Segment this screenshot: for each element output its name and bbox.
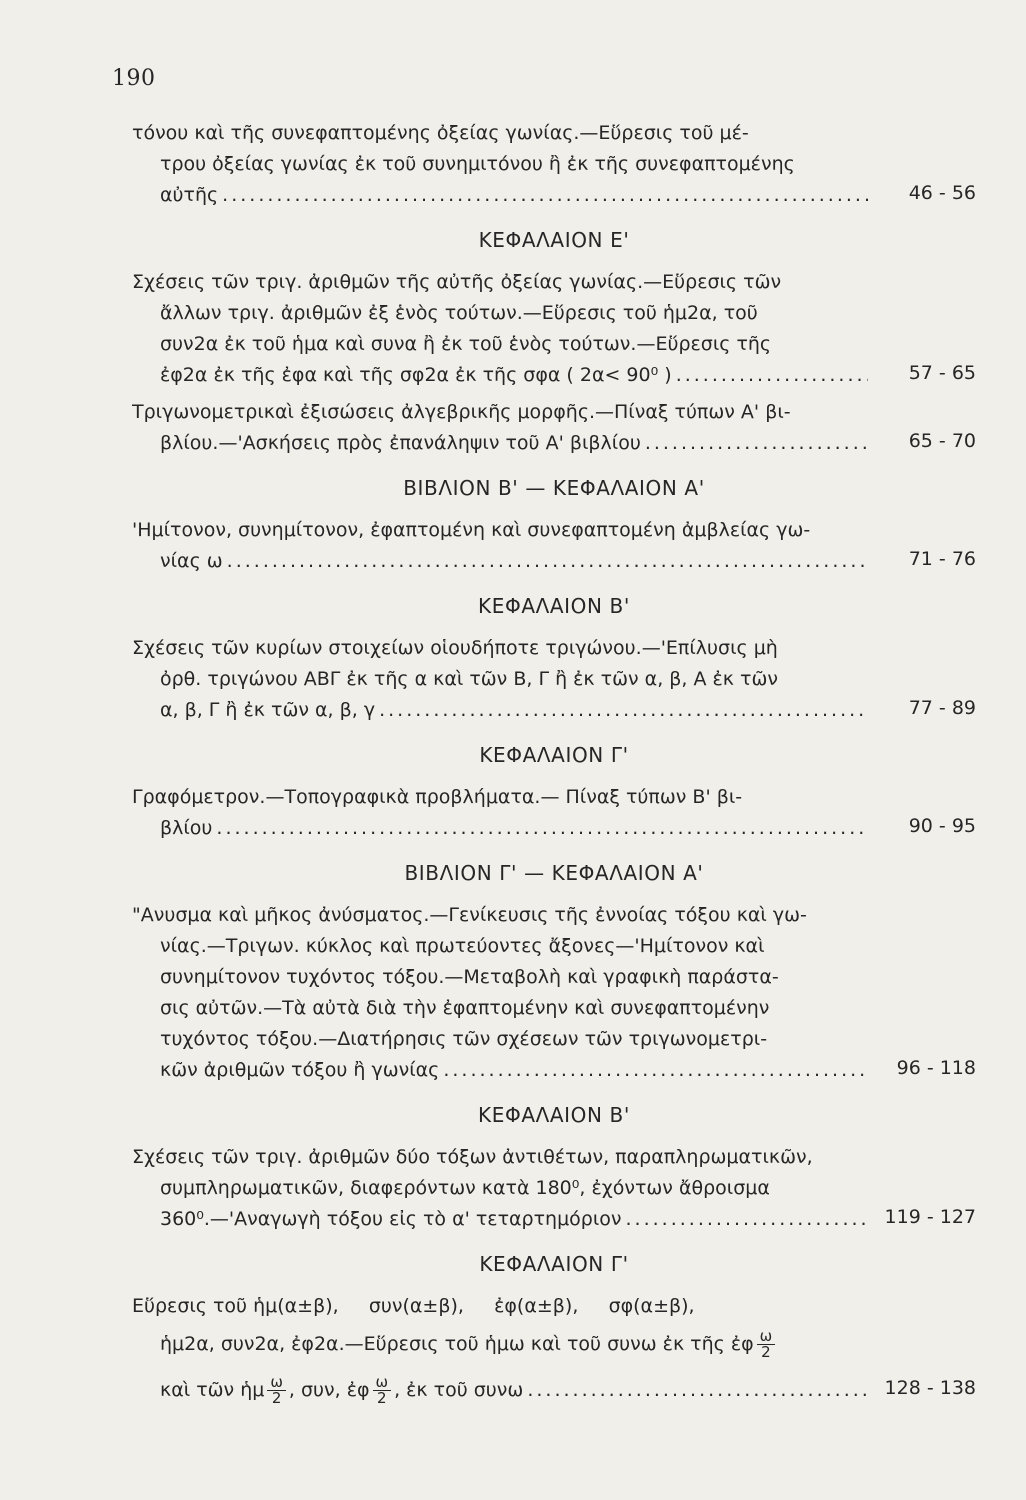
page-range: 128 - 138: [884, 1377, 976, 1399]
chapter-heading: ΚΕΦΑΛΑΙΟΝ Ε': [478, 228, 630, 252]
entry-line: νίας.—Τριγων. κύκλος καὶ πρωτεύοντες ἄξονες—'Ημίτονον καὶ: [160, 935, 765, 957]
dot-leader: [676, 360, 868, 391]
chapter-heading: ΚΕΦΑΛΑΙΟΝ Γ': [479, 743, 629, 767]
entry-line: συνημίτονον τυχόντος τόξου.—Μεταβολὴ καὶ γραφικὴ παράστα-: [160, 966, 779, 988]
entry-line-text: βλίου.—'Ασκήσεις πρὸς ἐπανάληψιν τοῦ Α' βιβλίου: [160, 432, 641, 454]
chapter-heading: ΒΙΒΛΙΟΝ Β' — ΚΕΦΑΛΑΙΟΝ Α': [403, 476, 705, 500]
dot-leader: [227, 546, 868, 577]
fraction-numerator: ω: [373, 1375, 392, 1391]
entry-line: 'Ημίτονον, συνημίτονον, ἐφαπτομένη καὶ συνεφαπτομένη ἀμβλείας γω-: [132, 519, 811, 541]
formula-part: , συν, ἐφ: [288, 1379, 370, 1401]
dot-leader: [443, 1055, 868, 1086]
entry-line: Σχέσεις τῶν τριγ. ἀριθμῶν δύο τόξων ἀντιθέτων, παραπληρωματικῶν,: [132, 1146, 813, 1168]
dot-leader: [216, 813, 868, 844]
entry-line: Γραφόμετρον.—Τοπογραφικὰ προβλήματα.— Πίναξ τύπων Β' βι-: [132, 786, 743, 808]
entry-line: [132, 1055, 868, 1086]
entry-line: [132, 1366, 868, 1414]
fraction-denominator: 2: [761, 1343, 771, 1361]
page-number: 190: [112, 66, 156, 91]
entry-line-text: νίας ω: [160, 550, 223, 572]
entry-line: Εὕρεσις τοῦ ἡμ(α±β), συν(α±β), ἐφ(α±β), σφ(α±β),: [132, 1295, 695, 1317]
entry-line-text: ἡμ2α, συν2α, ἐφ2α.—Εὕρεσις τοῦ ἡμω καὶ τοῦ συνω ἐκ τῆς ἐφ: [160, 1333, 754, 1355]
dot-leader: [626, 1204, 868, 1235]
entry-line: [132, 1322, 868, 1366]
fraction: [757, 1329, 776, 1360]
toc-entry: [132, 633, 976, 726]
page-range: 90 - 95: [908, 815, 976, 837]
dot-leader: [222, 180, 868, 211]
entry-line: [132, 813, 868, 844]
entry-line: [132, 180, 868, 211]
entry-line: τόνου καὶ τῆς συνεφαπτομένης ὀξείας γωνίας.—Εὕρεσις τοῦ μέ-: [132, 122, 749, 144]
toc-entry: [132, 782, 976, 844]
entry-line: τρου ὀξείας γωνίας ἐκ τοῦ συνημιτόνου ἢ ἐκ τῆς συνεφαπτομένης: [160, 153, 795, 175]
toc-entry: [132, 515, 976, 577]
entry-line: ὀρθ. τριγώνου ΑΒΓ ἐκ τῆς α καὶ τῶν Β, Γ ἢ ἐκ τῶν α, β, Α ἐκ τῶν: [160, 668, 778, 690]
page-range: 46 - 56: [908, 182, 976, 204]
entry-line: Τριγωνομετρικαὶ ἐξισώσεις ἀλγεβρικῆς μορφῆς.—Πίναξ τύπων Α' βι-: [132, 401, 791, 423]
fraction-denominator: 2: [377, 1389, 387, 1407]
formula-part: , ἐκ τοῦ συνω: [394, 1379, 524, 1401]
entry-line: συν2α ἐκ τοῦ ἡμα καὶ συνα ἢ ἐκ τοῦ ἑνὸς τούτων.—Εὕρεσις τῆς: [160, 333, 772, 355]
chapter-heading: ΚΕΦΑΛΑΙΟΝ Β': [478, 1103, 630, 1127]
toc-entry: [132, 267, 976, 391]
entry-line: Σχέσεις τῶν κυρίων στοιχείων οἱουδήποτε τριγώνου.—'Επίλυσις μὴ: [132, 637, 778, 659]
entry-line: συμπληρωματικῶν, διαφερόντων κατὰ 180⁰, ἐχόντων ἄθροισμα: [160, 1177, 770, 1199]
toc-entry: [132, 397, 976, 459]
entry-line: [132, 1204, 868, 1235]
page-range: 71 - 76: [908, 548, 976, 570]
entry-line: [132, 360, 868, 391]
formula-part: καὶ τῶν ἡμ: [160, 1379, 265, 1401]
table-of-contents: [132, 118, 976, 1420]
entry-line: [132, 428, 868, 459]
entry-line: [132, 695, 868, 726]
page-range: 65 - 70: [908, 430, 976, 452]
chapter-heading: ΚΕΦΑΛΑΙΟΝ Β': [478, 594, 630, 618]
entry-line: [132, 546, 868, 577]
entry-line: Σχέσεις τῶν τριγ. ἀριθμῶν τῆς αὐτῆς ὀξείας γωνίας.—Εὕρεσις τῶν: [132, 271, 782, 293]
page-range: 57 - 65: [908, 362, 976, 384]
entry-line-text: [160, 1366, 523, 1414]
entry-line-text: ἐφ2α ἐκ τῆς ἐφα καὶ τῆς σφ2α ἐκ τῆς σφα ( 2α< 90⁰ ): [160, 364, 672, 386]
entry-line: "Ανυσμα καὶ μῆκος ἀνύσματος.—Γενίκευσις τῆς ἐννοίας τόξου καὶ γω-: [132, 904, 807, 926]
chapter-heading: ΚΕΦΑΛΑΙΟΝ Γ': [479, 1252, 629, 1276]
fraction-numerator: ω: [267, 1375, 286, 1391]
entry-line-text: κῶν ἀριθμῶν τόξου ἢ γωνίας: [160, 1059, 440, 1081]
chapter-heading: ΒΙΒΛΙΟΝ Γ' — ΚΕΦΑΛΑΙΟΝ Α': [404, 861, 704, 885]
toc-entry: [132, 118, 976, 211]
fraction-numerator: ω: [757, 1329, 776, 1345]
dot-leader: [379, 695, 868, 726]
dot-leader: [645, 428, 868, 459]
entry-line-text: αὐτῆς: [160, 184, 219, 206]
page-range: 77 - 89: [908, 697, 976, 719]
entry-line-text: 360⁰.—'Αναγωγὴ τόξου εἰς τὸ α' τεταρτημόριον: [160, 1208, 622, 1230]
entry-line: ἄλλων τριγ. ἀριθμῶν ἐξ ἑνὸς τούτων.—Εὕρεσις τοῦ ἡμ2α, τοῦ: [160, 302, 758, 324]
toc-entry: [132, 1142, 976, 1235]
entry-line-text: α, β, Γ ἢ ἐκ τῶν α, β, γ: [160, 699, 376, 721]
entry-line: τυχόντος τόξου.—Διατήρησις τῶν σχέσεων τῶν τριγωνομετρι-: [160, 1028, 768, 1050]
toc-entry: [132, 900, 976, 1086]
fraction: [373, 1375, 392, 1406]
toc-entry: [132, 1291, 976, 1414]
fraction: [267, 1375, 286, 1406]
entry-line: σις αὐτῶν.—Τὰ αὐτὰ διὰ τὴν ἐφαπτομένην καὶ συνεφαπτομένην: [160, 997, 770, 1019]
fraction-denominator: 2: [271, 1389, 282, 1407]
dot-leader: [527, 1366, 868, 1414]
page-range: 119 - 127: [884, 1206, 976, 1228]
entry-line-text: βλίου: [160, 817, 213, 839]
page-range: 96 - 118: [896, 1057, 976, 1079]
